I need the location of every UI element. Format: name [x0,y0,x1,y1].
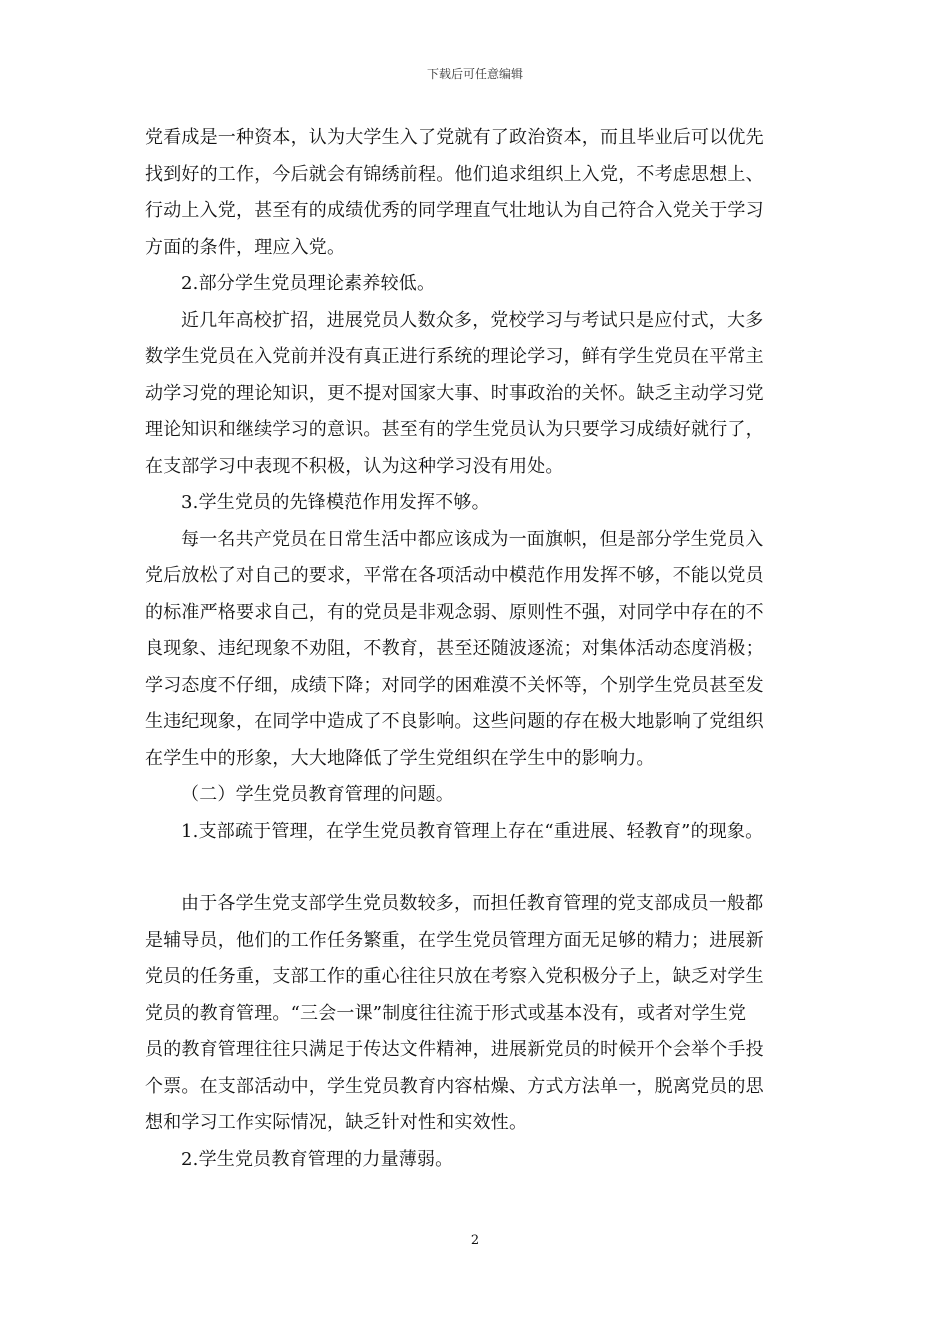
body-line: 生违纪现象，在同学中造成了不良影响。这些问题的存在极大地影响了党组织 [145,711,764,732]
paragraph-start-line: 每一名共产党员在日常生活中都应该成为一面旗帜，但是部分学生党员入 [181,528,764,550]
page-number: 2 [470,1233,480,1248]
section-heading: 2.学生党员教育管理的力量薄弱。 [181,1148,454,1170]
body-line: 党看成是一种资本，认为大学生入了党就有了政治资本，而且毕业后可以优先 [145,127,764,148]
body-line: 员的教育管理往往只满足于传达文件精神，进展新党员的时候开个会举个手投 [145,1039,764,1060]
paragraph-spacer [145,850,810,886]
body-line: 党后放松了对自己的要求，平常在各项活动中模范作用发挥不够，不能以党员 [145,565,764,586]
body-line: 方面的条件，理应入党。 [145,236,346,258]
document-body [145,120,810,1178]
body-line: 良现象、违纪现象不劝阻，不教育，甚至还随波逐流；对集体活动态度消极； [145,638,764,659]
body-line: 学习态度不仔细，成绩下降；对同学的困难漠不关怀等，个别学生党员甚至发 [145,674,764,696]
section-heading: 1.支部疏于管理，在学生党员教育管理上存在“重进展、轻教育”的现象。 [181,820,764,842]
body-line: 党员的任务重，支部工作的重心往往只放在考察入党积极分子上，缺乏对学生 [145,966,764,987]
body-line: 想和学习工作实际情况，缺乏针对性和实效性。 [145,1112,528,1133]
body-line: 的标准严格要求自己，有的党员是非观念弱、原则性不强，对同学中存在的不 [145,601,764,623]
body-line: 是辅导员，他们的工作任务繁重，在学生党员管理方面无足够的精力；进展新 [145,929,764,951]
section-heading: 3.学生党员的先锋模范作用发挥不够。 [181,492,490,513]
body-line: 理论知识和继续学习的意识。甚至有的学生党员认为只要学习成绩好就行了， [145,419,764,440]
section-heading: 2.部分学生党员理论素养较低。 [181,273,436,294]
body-line: 数学生党员在入党前并没有真正进行系统的理论学习，鲜有学生党员在平常主 [145,346,764,367]
body-line: 找到好的工作，今后就会有锦绣前程。他们追求组织上入党，不考虑思想上、 [145,163,764,185]
document-header-note: 下载后可任意编辑 [426,67,523,81]
body-line: 行动上入党，甚至有的成绩优秀的同学理直气壮地认为自己符合入党关于学习 [145,200,764,221]
body-line: 动学习党的理论知识，更不提对国家大事、时事政治的关怀。缺乏主动学习党 [145,382,764,404]
body-line: 个票。在支部活动中，学生党员教育内容枯燥、方式方法单一，脱离党员的思 [145,1075,764,1097]
body-line: 在支部学习中表现不积极，认为这种学习没有用处。 [145,455,564,477]
body-line: 党员的教育管理。“三会一课”制度往往流于形式或基本没有，或者对学生党 [145,1002,747,1024]
body-line: 在学生中的形象，大大地降低了学生党组织在学生中的影响力。 [145,747,655,769]
section-heading: （二）学生党员教育管理的问题。 [181,784,454,805]
paragraph-start-line: 近几年高校扩招，进展党员人数众多，党校学习与考试只是应付式，大多 [181,309,764,331]
paragraph-start-line: 由于各学生党支部学生党员数较多，而担任教育管理的党支部成员一般都 [181,893,764,914]
